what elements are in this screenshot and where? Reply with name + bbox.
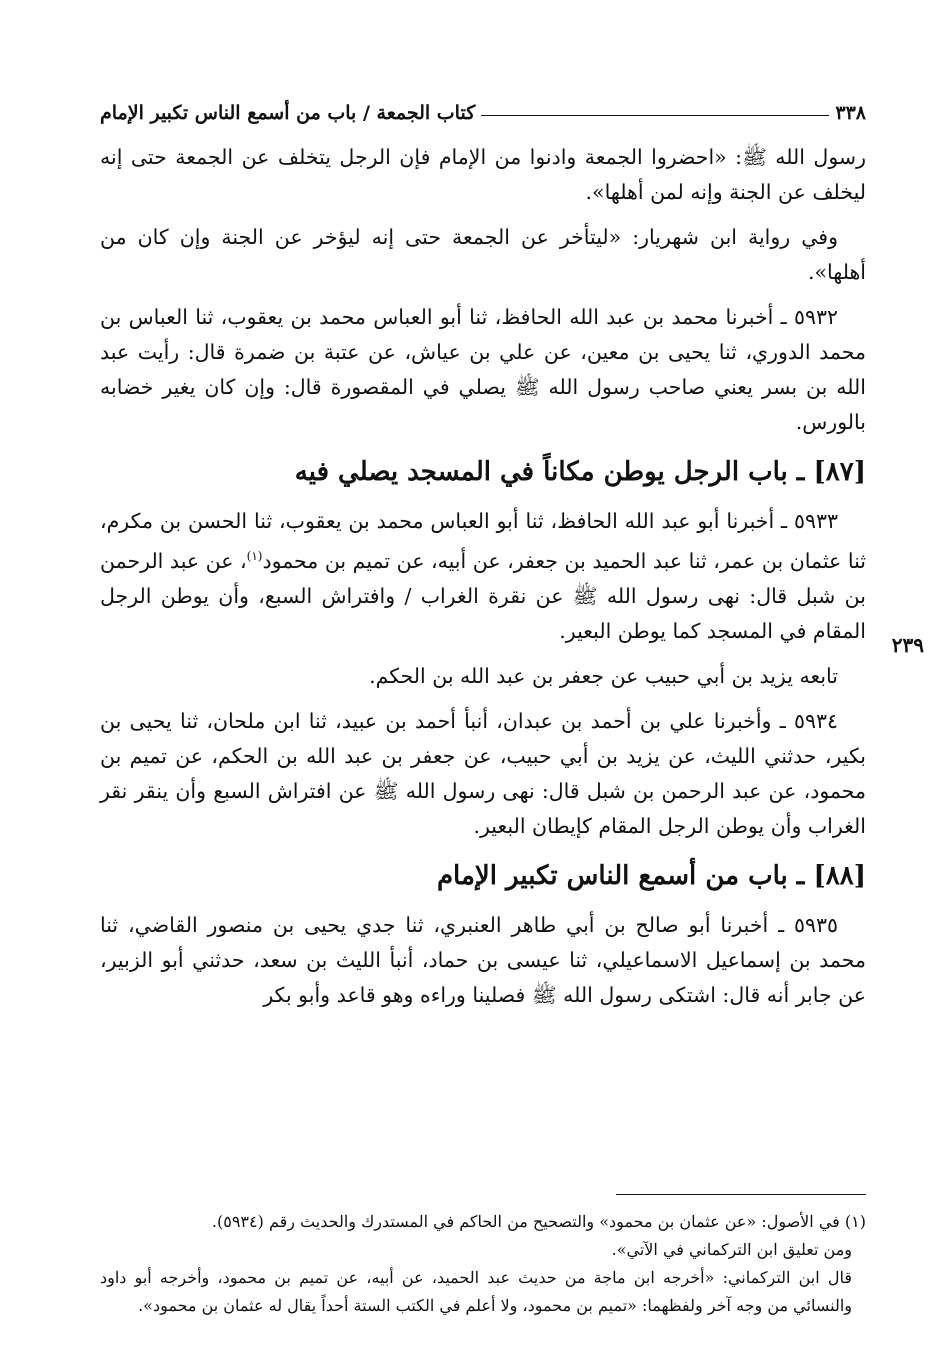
hadith-5933 xyxy=(100,504,866,649)
page-number: ٣٣٨ xyxy=(835,102,866,124)
footnote-ref[interactable]: (١) xyxy=(246,549,263,563)
paragraph: وفي رواية ابن شهريار: «ليتأخر عن الجمعة حتى إنه ليؤخر عن الجنة وإن كان من أهلها». xyxy=(100,225,866,284)
footnote-rule xyxy=(616,1194,866,1195)
footnote-1-cont: ومن تعليق ابن التركماني في الآتي». xyxy=(611,1240,852,1259)
hadith-5933-text-b: ، عن عبد الرحمن بن شبل قال: نهى رسول الله ﷺ عن نقرة الغراب / وافتراش السبع، وأن يوطن الرجل المقام في المسجد كما يوطن البعير. xyxy=(100,548,866,643)
footnote-1: (١) في الأصول: «عن عثمان بن محمود» والتصحيح من الحاكم في المستدرك والحديث رقم (٥٩٣٤). xyxy=(211,1212,866,1231)
book-page xyxy=(100,70,924,1330)
page-header xyxy=(100,88,866,124)
hadith-5933-text-a: ٥٩٣٣ ـ أخبرنا أبو عبد الله الحافظ، ثنا أبو العباس محمد بن يعقوب، ثنا الحسن بن مكرم، ثنا عثمان بن عمر، ثنا عبد الحميد بن جعفر، عن أبيه، عن تميم بن محمود xyxy=(100,509,866,573)
margin-page-number: ٢٣٩ xyxy=(891,633,924,657)
running-title: كتاب الجمعة / باب من أسمع الناس تكبير الإمام xyxy=(100,102,476,124)
header-rule xyxy=(481,115,829,116)
footnotes xyxy=(100,1208,866,1320)
paragraph: تابعه يزيد بن أبي حبيب عن جعفر بن عبد الله بن الحكم. xyxy=(369,663,838,688)
chapter-heading-87: [٨٧] ـ باب الرجل يوطن مكاناً في المسجد يصلي فيه xyxy=(294,457,866,487)
chapter-heading-88: [٨٨] ـ باب من أسمع الناس تكبير الإمام xyxy=(436,860,866,891)
hadith-5934: ٥٩٣٤ ـ وأخبرنا علي بن أحمد بن عبدان، أنبأ أحمد بن عبيد، ثنا ابن ملحان، ثنا يحيى بن بكير، حدثني الليث، عن يزيد بن أبي حبيب، عن جعفر بن عبد الله بن الحكم، عن تميم بن محمود، عن عبد الرحمن بن شبل قال: نهى رسول الله ﷺ عن افتراش السبع وأن ينقر نقر الغراب وأن يوطن الرجل المقام كإيطان البعير. xyxy=(100,708,866,838)
hadith-5935: ٥٩٣٥ ـ أخبرنا أبو صالح بن أبي طاهر العنبري، ثنا جدي يحيى بن منصور القاضي، ثنا محمد بن إسماعيل الاسماعيلي، ثنا عيسى بن حماد، أنبأ الليث بن سعد، حدثني أبو الزبير، عن جابر أنه قال: اشتكى رسول الله ﷺ فصلينا وراءه وهو قاعد وأبو بكر xyxy=(100,912,866,1007)
main-text xyxy=(100,140,866,1023)
paragraph: رسول الله ﷺ: «احضروا الجمعة وادنوا من الإمام فإن الرجل يتخلف عن الجمعة حتى إنه ليخلف عن الجنة وإنه لمن أهلها». xyxy=(100,145,866,204)
footnote-1-quote: قال ابن التركماني: «أخرجه ابن ماجة من حديث عبد الحميد، عن أبيه، عن تميم بن محمود، وأخرجه أبو داود والنسائي من وجه آخر ولفظهما: «تميم بن محمود، ولا أعلم في الكتب الستة أحداً يقال له عثمان بن محمود». xyxy=(100,1268,852,1315)
hadith-5932: ٥٩٣٢ ـ أخبرنا محمد بن عبد الله الحافظ، ثنا أبو العباس محمد بن يعقوب، ثنا العباس بن محمد الدوري، ثنا يحيى بن معين، عن علي بن عياش، عن عتبة بن ضمرة قال: رأيت عبد الله بن بسر يعني صاحب رسول الله ﷺ يصلي في المقصورة قال: وإن كان يغير خضابه بالورس. xyxy=(100,305,866,434)
